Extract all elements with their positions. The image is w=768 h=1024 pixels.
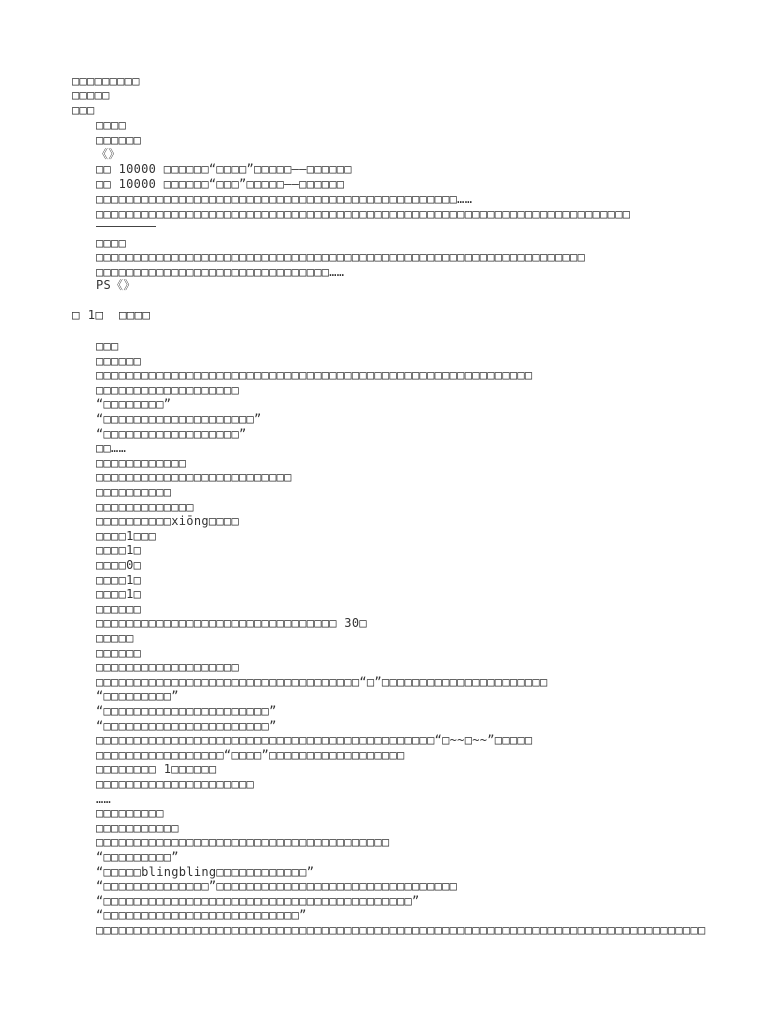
chapter-line: “□□□□□□□□□□□□□□□□□□” [96,427,247,441]
chapter-line: □□□ [96,339,119,353]
preface-line-4: □□□□□□□□□□□□□□□□□□□□□□□□□□□□□□□□□□□□□□□□□□□□□□□□□□□□□□□□□□□□□□□□□□□□□□□ [96,207,631,221]
chapter-line: “□□□□□□□□□□□□□□□□□□□□” [96,412,262,426]
chapter-line: □□□□1□ [96,587,142,601]
chapter-line: □□…… [96,441,127,455]
chapter-line: □□□□□□□□□□ [96,485,172,499]
chapter-line: □□□□□□□□□□□ [96,821,179,835]
chapter-line: □□□□□□□□□□□□□□□□□□□□□ [96,777,255,791]
note-label: □□□□ [96,236,127,250]
document-title: □□□□□□□□□ [72,74,140,88]
document-author: □□□□□ [72,88,110,102]
chapter-line: “□□□□□blingbling□□□□□□□□□□□□” [96,865,315,879]
preface-brackets: 《》 [96,147,121,161]
note-ps: PS《》 [96,278,136,292]
chapter-title: □ 1□ □□□□ [72,307,151,322]
chapter-line: □□□□□□□□□□□□□□□□□□□□□□□□□□□□□□□□□□□□□□□□□□□□□□□□□□□□□□□□□□□□□□□□□□□□□□□□□□□□□□□□□ [96,923,706,937]
chapter-line: □□□□□□□□□□□□□□□□□□□□□□□□□□□□□□□□□□□□□□□ [96,835,390,849]
chapter-line: □□□□0□ [96,558,142,572]
intro-label: □□□ [72,103,95,117]
chapter-line: □□□□□□ [96,354,142,368]
chapter-line: “□□□□□□□□□□□□□□□□□□□□□□” [96,704,277,718]
preface-label: □□□□ [96,118,127,132]
chapter-line: “□□□□□□□□□” [96,689,179,703]
chapter-line: “□□□□□□□□” [96,397,172,411]
chapter-line: □□□□□□□□□□□□□□□□□□□□□□□□□□ [96,470,292,484]
chapter-line: □□□□□□□□□ [96,806,164,820]
preface-line-2: □□ 10000 □□□□□□“□□□”□□□□□——□□□□□□ [96,177,345,191]
note-line-1: □□□□□□□□□□□□□□□□□□□□□□□□□□□□□□□□□□□□□□□□□□□□□□□□□□□□□□□□□□□□□□□□□ [96,250,586,264]
chapter-line: □□□□□□□□□□xiōng□□□□ [96,514,239,528]
chapter-line: □□□□□□□□□□□□□ [96,500,194,514]
preface-subtitle: □□□□□□ [96,133,142,147]
chapter-line: “□□□□□□□□□□□□□□”□□□□□□□□□□□□□□□□□□□□□□□□□□□□□□□□ [96,879,458,893]
chapter-line: □□□□□□ [96,646,142,660]
chapter-line: “□□□□□□□□□□□□□□□□□□□□□□□□□□□□□□□□□□□□□□□□□” [96,894,420,908]
chapter-line: □□□□□□□□□□□□□□□□□□□□□□□□□□□□□□□□□□□□□□□□□□□□□“□~~□~~”□□□□□ [96,733,533,747]
chapter-line: “□□□□□□□□□” [96,850,179,864]
chapter-line: □□□□□ [96,631,134,645]
chapter-line: □□□□□□□□□□□□ [96,456,187,470]
note-line-2: □□□□□□□□□□□□□□□□□□□□□□□□□□□□□□□…… [96,265,345,279]
chapter-line: “□□□□□□□□□□□□□□□□□□□□□□” [96,719,277,733]
preface-line-1: □□ 10000 □□□□□□“□□□□”□□□□□——□□□□□□ [96,162,352,176]
chapter-line: □□□□□□□□□□□□□□□□□“□□□□”□□□□□□□□□□□□□□□□□□ [96,748,405,762]
chapter-line: □□□□□□□□□□□□□□□□□□□□□□□□□□□□□□□□□□□□□□□□□□□□□□□□□□□□□□□□□□ [96,368,533,382]
chapter-line: □□□□1□ [96,543,142,557]
chapter-line: □□□□□□□□□□□□□□□□□□□ [96,383,239,397]
chapter-line: □□□□1□□□ [96,529,157,543]
chapter-line: □□□□□□□□□□□□□□□□□□□□□□□□□□□□□□□□□□□“□”□□□□□□□□□□□□□□□□□□□□□□ [96,675,548,689]
section-divider [96,226,156,227]
chapter-line: □□□□1□ [96,573,142,587]
chapter-line: …… [96,792,112,806]
chapter-line: □□□□□□□□□□□□□□□□□□□□□□□□□□□□□□□□ 30□ [96,616,367,630]
chapter-line: □□□□□□□□□□□□□□□□□□□ [96,660,239,674]
preface-line-3: □□□□□□□□□□□□□□□□□□□□□□□□□□□□□□□□□□□□□□□□□□□□□□□□…… [96,192,473,206]
chapter-line: “□□□□□□□□□□□□□□□□□□□□□□□□□□” [96,908,307,922]
chapter-line: □□□□□□ [96,602,142,616]
chapter-line: □□□□□□□□ 1□□□□□□ [96,762,217,776]
